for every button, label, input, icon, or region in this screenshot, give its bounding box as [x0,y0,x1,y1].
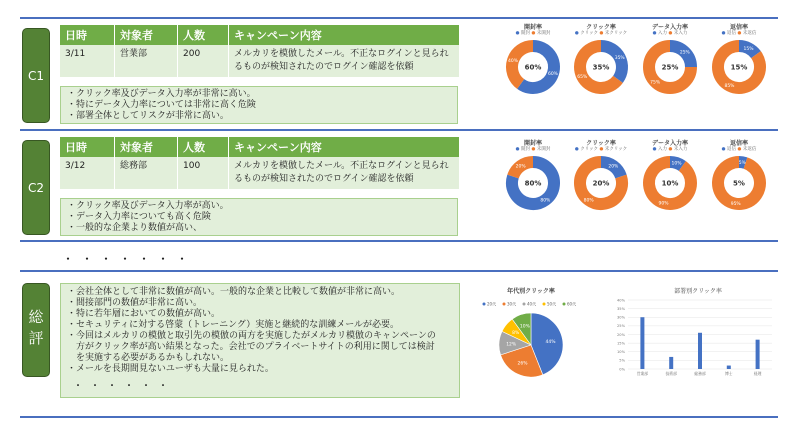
col-target: 対象者 [115,137,178,157]
c1-label [22,28,50,123]
cell-target: 総務部 [115,157,178,189]
donut-legend [640,146,700,154]
legend-label: 未返信 [742,147,757,152]
donut-slice-label: 85% [724,84,735,90]
donut-slice-label: 90% [658,201,669,207]
c2-notes [60,198,458,236]
donut-center-value: 35% [592,63,610,72]
pie-legend-label: 60代 [567,301,577,307]
donut-center-value: 80% [524,179,542,188]
donut-legend [709,30,769,38]
col-date: 日時 [60,137,115,157]
legend-swatch: ● [515,31,522,36]
donut-title: クリック率 [586,24,616,31]
table-row [60,45,460,77]
divider-dots-summary [20,270,778,272]
pie-legend-swatch [523,303,526,306]
c2-label [22,140,50,235]
donut-slice-label: 20% [608,164,619,170]
donut-title: データ入力率 [651,140,688,147]
bar-category-label: 経理 [753,371,762,376]
pie-slice-label: 12% [506,342,517,348]
summary-label [22,283,50,377]
legend-label: 開封 [521,31,532,36]
donut-svg [641,154,699,212]
donut-slice-label: 35% [614,55,625,61]
note-line: ・間接部門の数値が非常に高い。 [67,298,203,308]
donut-legend [503,30,563,38]
cell-date: 3/12 [60,157,115,189]
bar-category-label: 技術部 [665,371,677,376]
cell-count: 100 [178,157,229,189]
donut-center-value: 20% [592,179,610,188]
donut-center-value: 15% [730,63,748,72]
legend-label: 未入力 [673,31,688,36]
bar-ytick-label: 5% [619,358,625,363]
note-line: ・一般的な企業より数値が高い、 [67,223,203,233]
donut-chart [503,138,563,212]
cell-content: メルカリを模倣したメール。不正なログインと見られるものが検知されたのでログイン確認を依頼 [229,45,460,77]
summary-notes [60,283,460,398]
donut-title: データ入力率 [651,24,688,31]
note-line: ・特にデータ入力率については非常に高く危険 [67,100,256,110]
donut-slice-label: 80% [540,198,551,204]
donut-chart [640,22,700,96]
bar [727,366,731,369]
note-line: 方がクリック率が高い結果となった。会社でのプライベートサイトの利用に関しては検討 [67,342,435,352]
donut-title: 開封率 [523,24,542,31]
donut-legend [709,146,769,154]
donut-slice-label: 65% [577,75,588,81]
bar [640,317,644,369]
donut-slice-label: 40% [508,59,519,65]
note-line: ・部署全体としてリスクが非常に高い。 [67,111,229,121]
table-header-row [60,137,460,157]
legend-swatch: ● [599,147,605,152]
pie-slice-label: 26% [517,361,528,367]
bar-ytick-label: 10% [617,350,625,355]
donut-svg [641,38,699,96]
donut-slice-label: 25% [679,50,690,56]
donut-legend [571,30,631,38]
legend-swatch: ● [668,31,674,36]
bar-category-label: 総務部 [694,371,706,376]
legend-label: 未開封 [536,31,551,36]
pie-legend-swatch [563,303,566,306]
legend-label: 未クリック [604,147,628,152]
legend-swatch: ● [652,31,659,36]
c1-label-text: C1 [27,68,44,83]
donut-center-value: 60% [524,63,542,72]
pie-legend-label: 30代 [507,301,517,307]
donut-svg [504,38,562,96]
pie-legend-label: 50代 [547,301,557,307]
legend-label: 未開封 [536,147,551,152]
donut-title: 返信率 [729,24,748,31]
col-target: 対象者 [115,25,178,45]
bar-category-label: 営業部 [636,371,649,376]
donut-title: 開封率 [523,140,542,147]
bar-ytick-label: 20% [617,332,625,337]
cell-target: 営業部 [115,45,178,77]
note-line: ・データ入力率についても高く危険 [67,212,211,222]
c2-label-text: C2 [27,180,44,195]
divider-c2-dots [20,240,778,242]
donut-chart [709,22,769,96]
note-line: ・会社全体として非常に数値が高い。一般的な企業と比較して数値が非常に高い。 [67,287,401,297]
legend-swatch: ● [599,31,605,36]
bar-title: 部署別クリック率 [674,288,722,295]
donut-slice-label: 95% [730,202,741,208]
col-count: 人数 [178,25,229,45]
age-click-pie-chart [476,283,586,383]
pie-legend-label: 40代 [527,301,537,307]
table-row [60,157,460,189]
divider-c1-c2 [20,129,778,131]
donut-slice-label: 80% [583,198,594,204]
note-line: ・セキュリティに対する啓蒙（トレーニング）実施と継続的な訓練メールが必要。 [67,320,400,330]
legend-swatch: ● [515,147,522,152]
donut-svg [504,154,562,212]
legend-swatch: ● [668,147,674,152]
donut-chart [571,22,631,96]
donut-chart [503,22,563,96]
legend-label: クリック [580,147,600,152]
legend-swatch: ● [574,31,581,36]
pie-legend-swatch [543,303,546,306]
pie-slice-label: 44% [545,339,556,345]
legend-label: 入力 [658,147,669,152]
donut-slice-label: 10% [671,161,682,167]
legend-label: 未入力 [673,147,688,152]
donut-legend [503,146,563,154]
col-count: 人数 [178,137,229,157]
c1-notes [60,86,458,124]
note-line: を実施する必要があるかもしれない。 [67,353,230,363]
donut-legend [640,30,700,38]
donut-title: 返信率 [729,140,748,147]
pie-slice-label: 8% [512,330,520,336]
legend-swatch: ● [574,147,581,152]
pie-legend-swatch [483,303,486,306]
cell-content: メルカリを模倣したメール。不正なログインと見られるものが検知されたのでログイン確認を依頼 [229,157,460,189]
donut-slice-label: 15% [743,46,754,52]
bar-ytick-label: 35% [617,306,625,311]
legend-label: 返信 [727,147,738,152]
bar-ytick-label: 0% [619,367,625,372]
table-header-row [60,25,460,45]
bar-ytick-label: 15% [617,341,625,346]
bar-ytick-label: 30% [617,315,625,320]
pie-slice-label: 10% [519,324,530,330]
col-date: 日時 [60,25,115,45]
legend-swatch: ● [531,31,537,36]
donut-chart [709,138,769,212]
donut-svg [572,154,630,212]
legend-label: 未返信 [742,31,757,36]
donut-slice-label: 75% [650,80,661,86]
bar [698,333,702,369]
legend-label: クリック [580,31,600,36]
note-line: ・特に若年層においての数値が高い。 [67,309,221,319]
department-click-bar-chart [608,283,778,383]
donut-center-value: 25% [661,63,679,72]
pie-legend-label: 20代 [487,301,497,307]
note-line: ・クリック率及びデータ入力率が高い。 [67,201,229,211]
donut-center-value: 10% [661,179,679,188]
legend-label: 入力 [658,31,669,36]
legend-swatch: ● [721,31,728,36]
bar [669,357,673,369]
summary-dots: ・・・・・・ [73,381,175,392]
donut-chart [640,138,700,212]
donut-legend [571,146,631,154]
divider-bottom [20,416,778,418]
legend-swatch: ● [652,147,659,152]
legend-label: 未クリック [604,31,628,36]
donut-slice-label: 5% [738,160,746,166]
col-content: キャンペーン内容 [229,137,460,157]
donut-chart [571,138,631,212]
donut-svg [710,38,768,96]
bar-ytick-label: 25% [617,324,625,329]
donut-slice-label: 20% [515,164,526,170]
summary-label-text: 総評 [26,309,45,351]
legend-label: 開封 [521,147,532,152]
legend-label: 返信 [727,31,738,36]
donut-svg [572,38,630,96]
bar-ytick-label: 40% [617,298,625,303]
donut-center-value: 5% [733,179,745,188]
bar [756,340,760,369]
pie-legend-swatch [503,303,506,306]
c2-campaign-table [60,137,460,189]
col-content: キャンペーン内容 [229,25,460,45]
donut-svg [710,154,768,212]
bar-category-label: 博士 [725,371,733,376]
note-line: ・メールを長期間見ないユーザも大量に見られた。 [67,364,274,374]
donut-title: クリック率 [586,140,616,147]
cell-count: 200 [178,45,229,77]
ellipsis-dots: ・・・・・・・ [62,252,196,266]
pie-title: 年代別クリック率 [507,288,555,295]
legend-swatch: ● [737,147,743,152]
donut-slice-label: 60% [547,71,558,77]
note-line: ・クリック率及びデータ入力率が非常に高い。 [67,89,256,99]
cell-date: 3/11 [60,45,115,77]
c1-campaign-table [60,25,460,77]
legend-swatch: ● [721,147,728,152]
legend-swatch: ● [737,31,743,36]
divider-top [20,17,778,19]
legend-swatch: ● [531,147,537,152]
note-line: ・今回はメルカリの模倣と取引先の模倣の両方を実施したがメルカリ模倣のキャンペーンの [67,331,436,341]
